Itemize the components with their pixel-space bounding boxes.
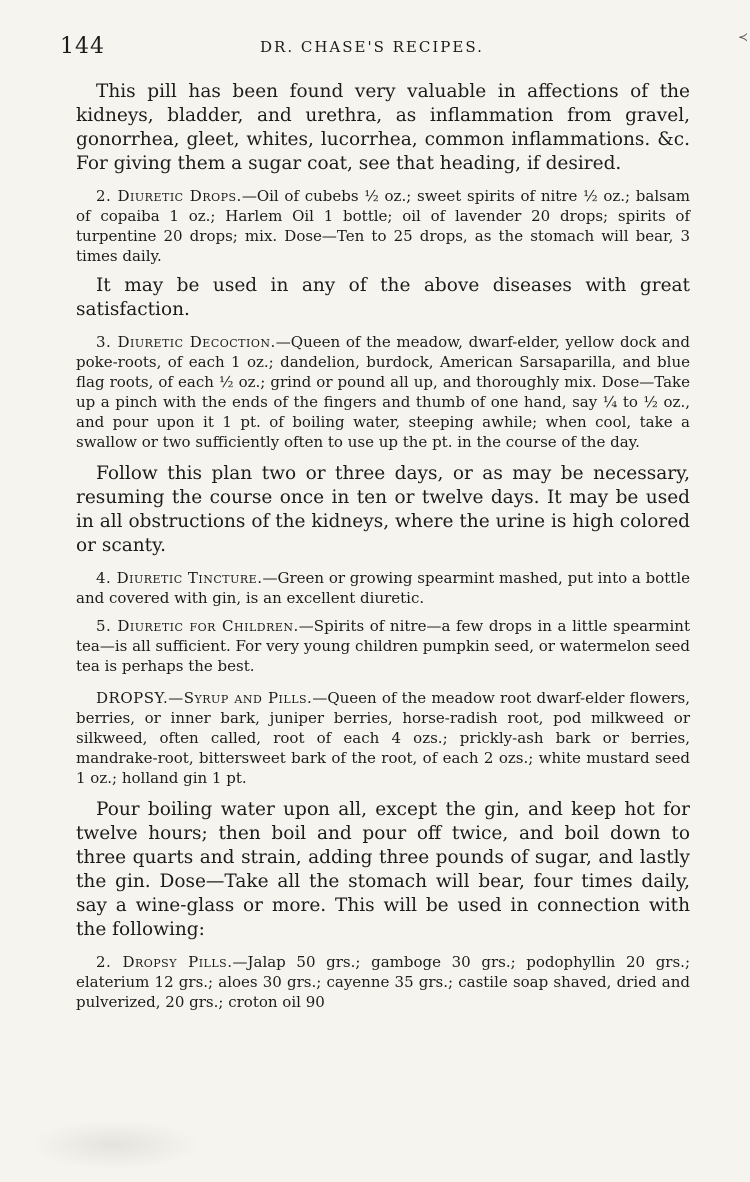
recipe-diuretic-drops	[76, 186, 690, 266]
recipe-dropsy-syrup-and-pills	[76, 688, 690, 788]
section-heading: DROPSY.	[96, 689, 169, 707]
recipe-heading: 2. Dropsy Pills.	[96, 953, 233, 971]
paragraph-follow-plan: Follow this plan two or three days, or as may be necessary, resuming the course once in ten or twelve days. It may be used in all obstructions of the kidneys, where the urine is high colored or scanty.	[76, 463, 690, 556]
paper-scuff-mark	[30, 1120, 200, 1170]
page-header	[60, 34, 700, 58]
recipe-text: —Spirits of nitre—a few drops in a little spearmint tea—is all sufficient. For very young children pumpkin seed, or watermelon seed tea is perhaps the best.	[76, 617, 691, 675]
page-edge-mark: ≺	[737, 30, 748, 44]
running-head: DR. CHASE'S RECIPES.	[260, 38, 484, 56]
recipe-text: —Green or growing spearmint mashed, put into a bottle and covered with gin, is an excellent diuretic.	[76, 569, 690, 607]
recipe-heading: 3. Diuretic Decoction.	[96, 333, 276, 351]
page-body	[76, 80, 690, 1012]
paragraph-usage-note: It may be used in any of the above diseases with great satisfaction.	[76, 275, 690, 320]
recipe-subheading: —Syrup and Pills.	[168, 689, 313, 707]
recipe-text: —Oil of cubebs ½ oz.; sweet spirits of nitre ½ oz.; balsam of copaiba 1 oz.; Harlem Oil 1 bottle; oil of lavender 20 drops; spirits of turpentine 20 drops; mix. Dose—Ten to 25 drops, as the stomach will bear, 3 times daily.	[76, 187, 690, 265]
recipe-diuretic-for-children	[76, 616, 690, 676]
recipe-diuretic-decoction	[76, 332, 690, 452]
recipe-heading: 2. Diuretic Drops.	[96, 187, 242, 205]
recipe-text: —Queen of the meadow root dwarf-elder flowers, berries, or inner bark, juniper berries, horse-radish root, pod milkweed or silkweed, often called, root of each 4 ozs.; prickly-ash bark or berries, mandrake-root, bittersweet bark of the root, of each 2 ozs.; white mustard seed 1 oz.; holland gin 1 pt.	[76, 689, 690, 787]
paragraph-preparation: Pour boiling water upon all, except the gin, and keep hot for twelve hours; then boil and pour off twice, and boil down to three quarts and strain, adding three pounds of sugar, and lastly the gin. Dose—Take all the stomach will bear, four times daily, say a wine-glass or more. This will be used in connection with the following:	[76, 799, 690, 940]
recipe-dropsy-pills	[76, 952, 690, 1012]
recipe-heading: 5. Diuretic for Children.	[96, 617, 299, 635]
paragraph-pill-description: This pill has been found very valuable in affections of the kidneys, bladder, and urethra, as inflammation from gravel, gonorrhea, gleet, whites, lucorrhea, common inflammations. &c. For giving them a sugar coat, see that heading, if desired.	[76, 81, 690, 174]
recipe-text: —Jalap 50 grs.; gamboge 30 grs.; podophyllin 20 grs.; elaterium 12 grs.; aloes 30 grs.; cayenne 35 grs.; castile soap shaved, dried and pulverized, 20 grs.; croton oil 90	[76, 953, 690, 1011]
page-number: 144	[60, 34, 105, 59]
recipe-diuretic-tincture	[76, 568, 690, 608]
recipe-heading: 4. Diuretic Tincture.	[96, 569, 263, 587]
recipe-text: —Queen of the meadow, dwarf-elder, yellow dock and poke-roots, of each 1 oz.; dandelion, burdock, American Sarsaparilla, and blue flag roots, of each ½ oz.; grind or pound all up, and thoroughly mix. Dose—Take up a pinch with the ends of the fingers and thumb of one hand, say ¼ to ½ oz., and pour upon it 1 pt. of boiling water, steeping awhile; when cool, take a swallow or two sufficiently often to use up the pt. in the course of the day.	[76, 333, 690, 451]
